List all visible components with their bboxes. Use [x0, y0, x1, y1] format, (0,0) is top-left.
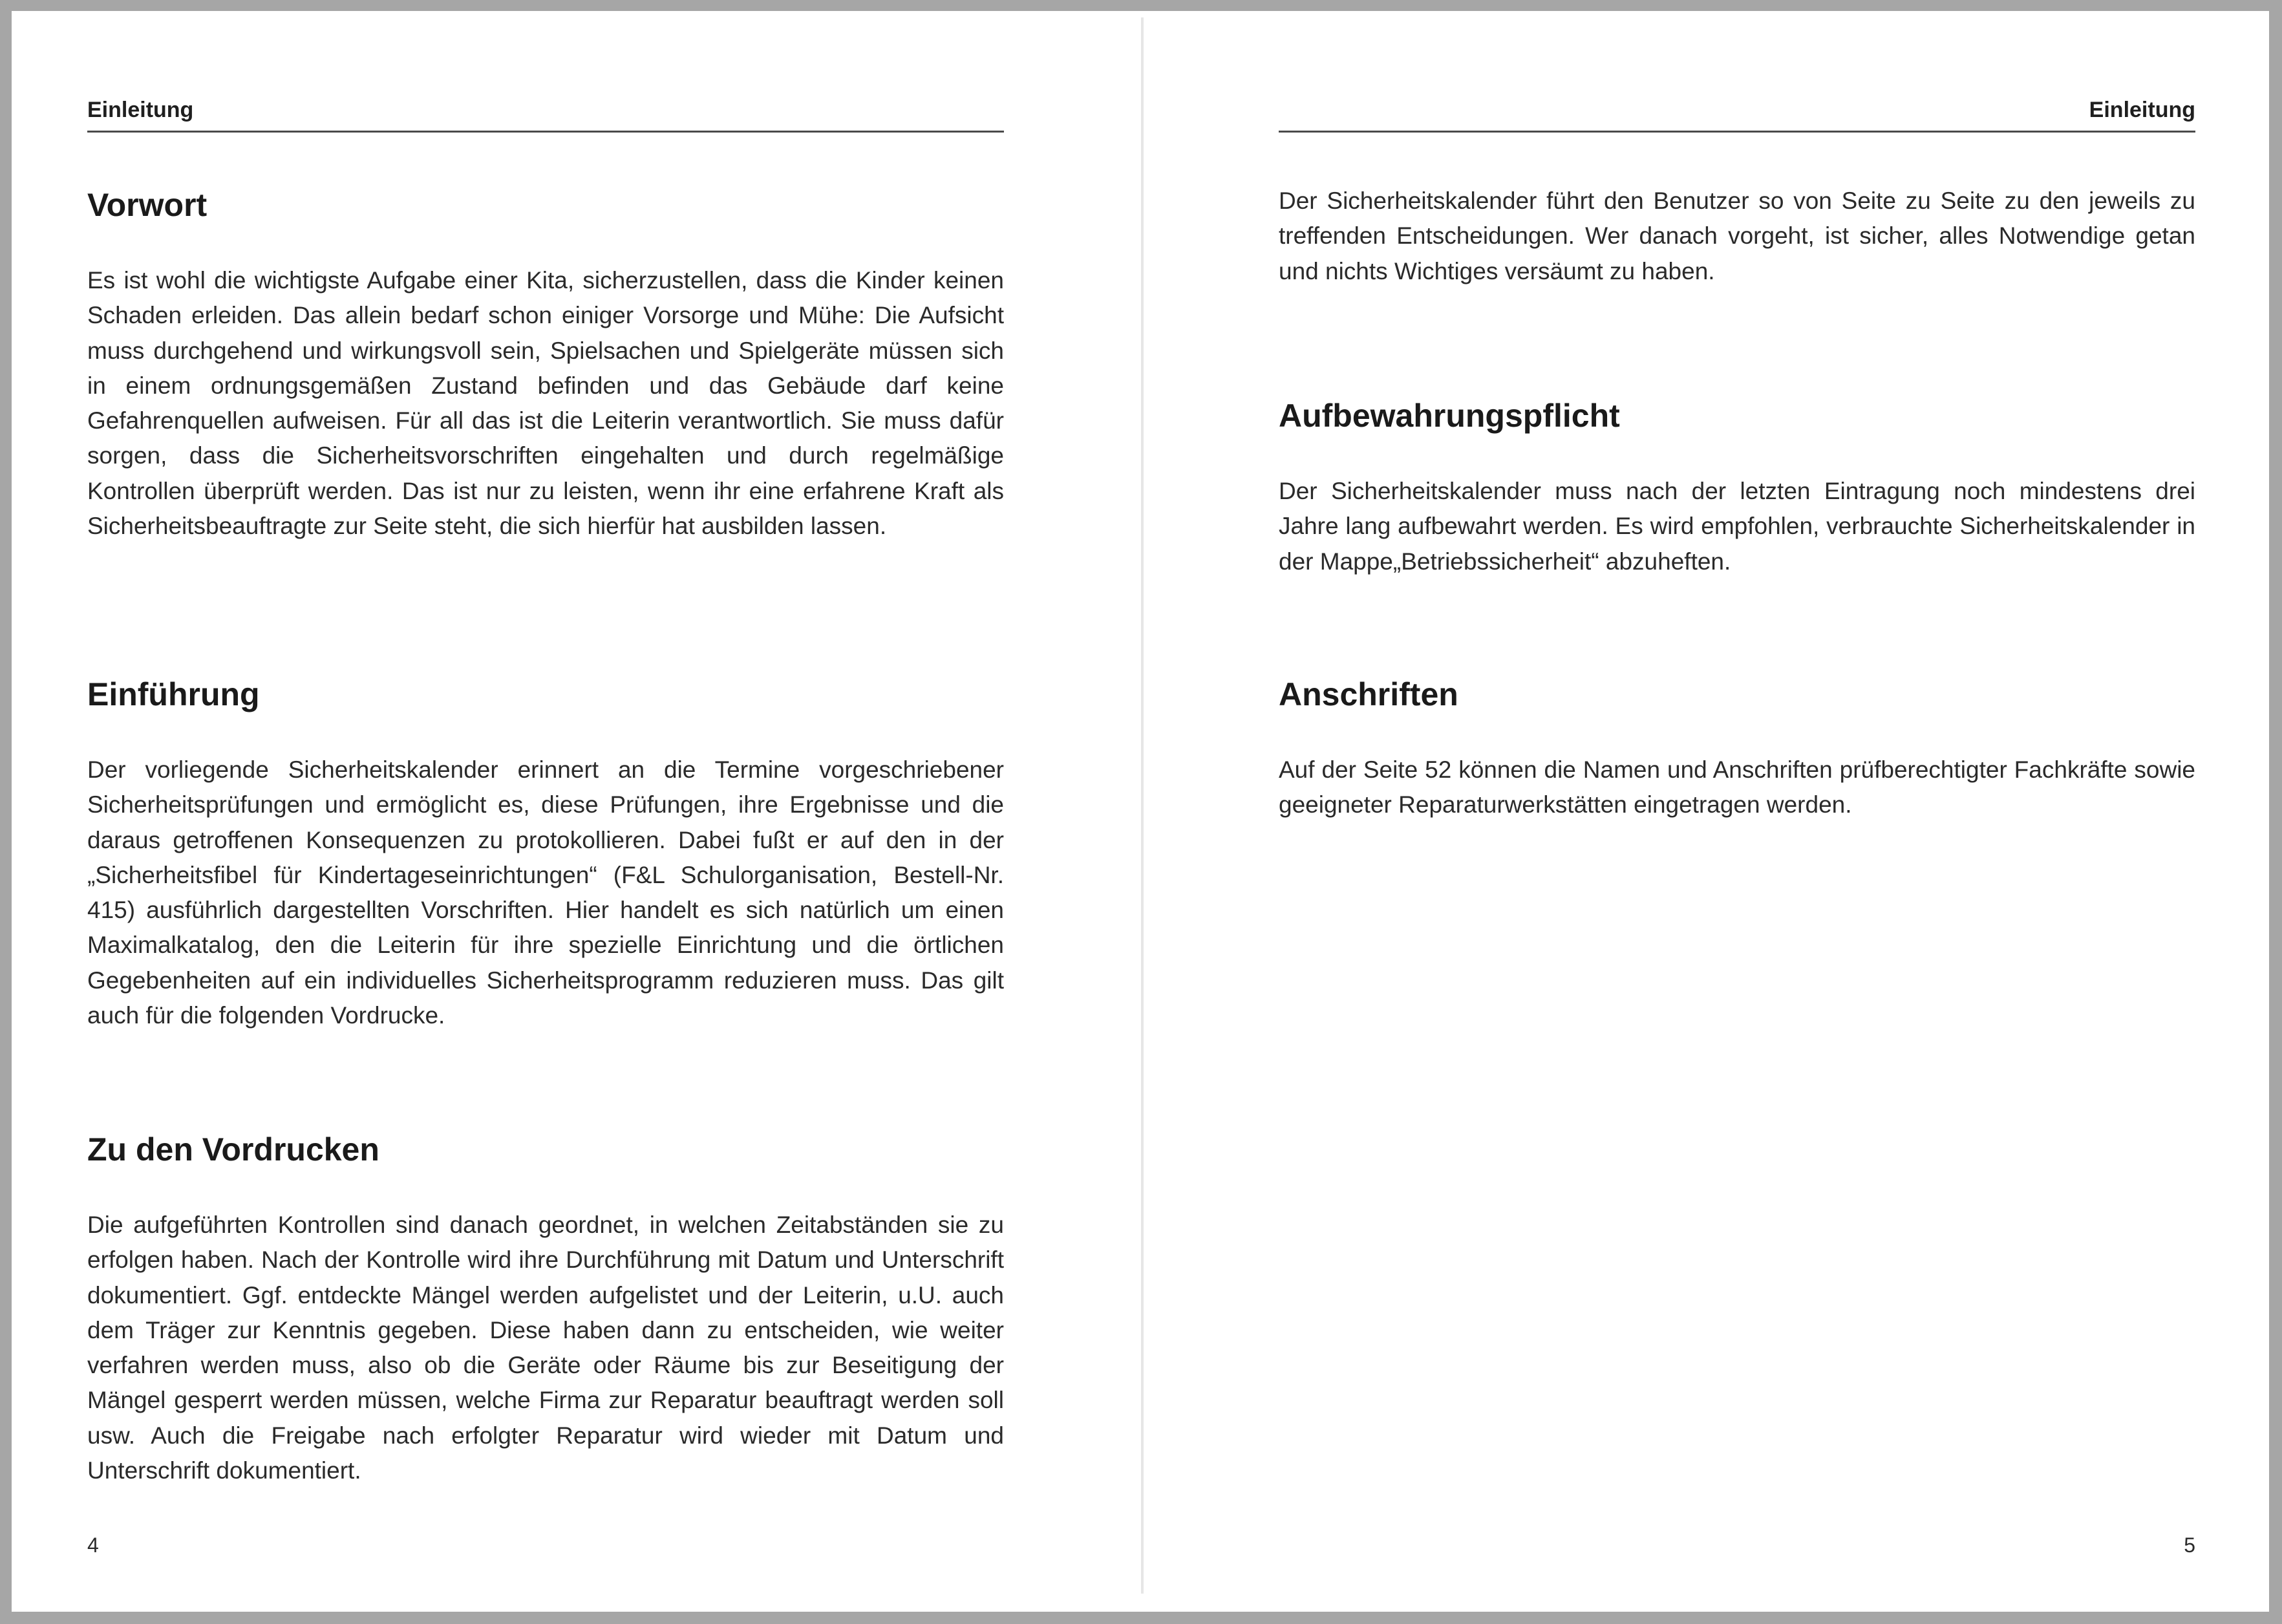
section-body: Auf der Seite 52 können die Namen und Anschriften prüfberechtigter Fachkräfte sowie geeigneter Reparaturwerkstätten eingetragen werden.: [1279, 756, 2195, 818]
section-heading: Vorwort: [87, 187, 208, 223]
section-intro: [1279, 184, 2195, 289]
section-body: Der Sicherheitskalender muss nach der letzten Eintragung noch mindestens drei Jahre lang aufbewahrt werden. Es wird empfohlen, verbrauchte Sicherheitskalender in der Mappe„Betriebssicherheit“ abzuheften.: [1279, 478, 2195, 575]
section-aufbewahrungspflicht: [1279, 396, 2195, 579]
section-anschriften: [1279, 675, 2195, 823]
section-heading: Zu den Vordrucken: [87, 1131, 379, 1168]
section-body: Die aufgeführten Kontrollen sind danach geordnet, in welchen Zeitabständen sie zu erfolgen haben. Nach der Kontrolle wird ihre Durchführung mit Datum und Unterschrift dokumentiert. Ggf. entdeckte Mängel werden aufgelistet und der Leiterin, u.U. auch dem Träger zur Kenntnis gegeben. Diese haben dann zu entscheiden, wie weiter verfahren werden muss, also ob die Geräte oder Räume bis zur Beseitigung der Mängel gesperrt werden müssen, welche Firma zur Reparatur beauftragt werden soll usw. Auch die Freigabe nach erfolgter Reparatur wird wieder mit Datum und Unterschrift dokumentiert.: [87, 1212, 1004, 1484]
document-spread: [12, 11, 2269, 1612]
page-number-left: 4: [87, 1533, 99, 1557]
section-vorwort: [87, 186, 1004, 544]
book-gutter: [1141, 17, 1144, 1594]
section-heading: Einführung: [87, 676, 260, 712]
section-heading: Anschriften: [1279, 676, 1458, 712]
section-zu-den-vordrucken: [87, 1130, 1004, 1488]
section-body: Es ist wohl die wichtigste Aufgabe einer Kita, sicherzustellen, dass die Kinder keinen Schaden erleiden. Das allein bedarf schon einiger Vorsorge und Mühe: Die Aufsicht muss durchgehend und wirkungsvoll sein, Spielsachen und Spielgeräte müssen sich in einem ordnungsgemäßen Zustand befinden und das Gebäude darf keine Gefahrenquellen aufweisen. Für all das ist die Leiterin verantwortlich. Sie muss dafür sorgen, dass die Sicherheitsvorschriften eingehalten und durch regelmäßige Kontrollen überprüft werden. Das ist nur zu leisten, wenn ihr eine erfahrene Kraft als Sicherheitsbeauftragte zur Seite steht, die sich hierfür hat ausbilden lassen.: [87, 267, 1004, 540]
running-head-right: Einleitung: [1279, 97, 2195, 133]
section-body: Der vorliegende Sicherheitskalender erinnert an die Termine vorgeschriebener Sicherheitsprüfungen und ermöglicht es, diese Prüfungen, ihre Ergebnisse und die daraus getroffenen Konsequenzen zu protokollieren. Dabei fußt er auf den in der „Sicherheitsfibel für Kindertageseinrichtungen“ (F&L Schulorganisation, Bestell-Nr. 415) ausführlich dargestellten Vorschriften. Hier handelt es sich natürlich um einen Maximalkatalog, den die Leiterin für ihre spezielle Einrichtung und die örtlichen Gegebenheiten auf ein individuelles Sicherheitsprogramm reduzieren muss. Das gilt auch für die folgenden Vordrucke.: [87, 756, 1004, 1029]
section-heading: Aufbewahrungspflicht: [1279, 398, 1620, 434]
section-einfuehrung: [87, 675, 1004, 1033]
running-head-left: Einleitung: [87, 97, 1004, 133]
intro-paragraph: Der Sicherheitskalender führt den Benutzer so von Seite zu Seite zu den jeweils zu treffenden Entscheidungen. Wer danach vorgeht, ist sicher, alles Notwendige getan und nichts Wichtiges versäumt zu haben.: [1279, 187, 2195, 284]
page-number-right: 5: [2184, 1533, 2195, 1557]
